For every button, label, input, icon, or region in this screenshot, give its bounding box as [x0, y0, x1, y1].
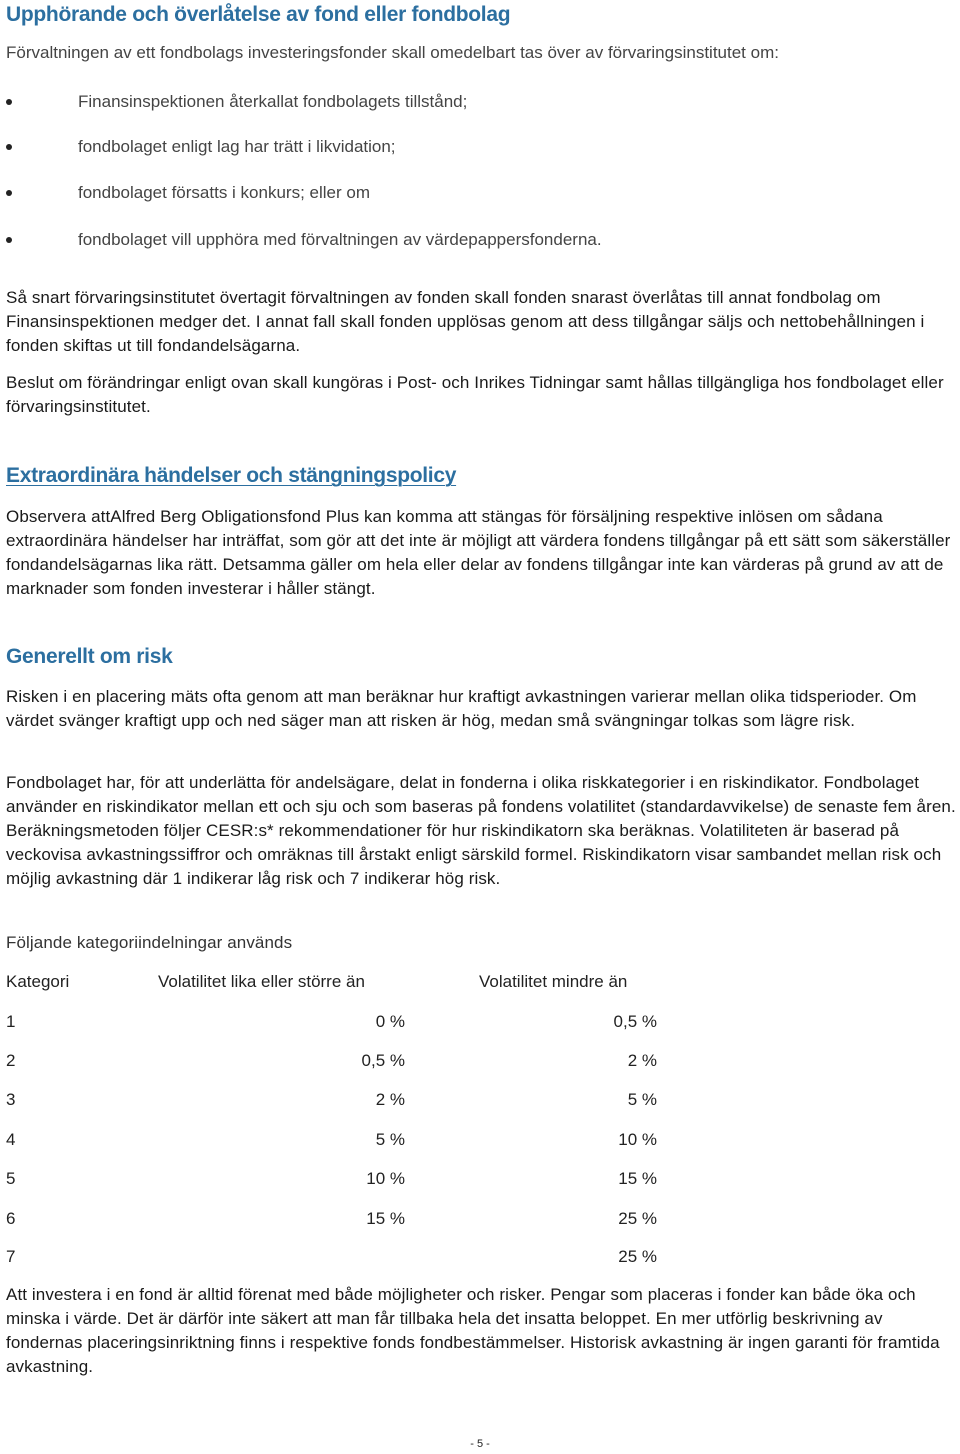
table-cell: 10 %: [618, 1130, 657, 1149]
bullet-icon: [6, 99, 12, 105]
bullet-icon: [6, 237, 12, 243]
table-cell: 2 %: [627, 1051, 657, 1070]
page-number: - 5 -: [470, 1438, 490, 1450]
bullet-text: Finansinspektionen återkallat fondbolagets tillstånd;: [78, 92, 468, 111]
bullet-text: fondbolaget vill upphöra med förvaltningen av värdepappersfonderna.: [78, 230, 602, 249]
table-row: [6, 1010, 706, 1034]
section3-paragraph: Fondbolaget har, för att underlätta för andelsägare, delat in fonderna i olika riskkategorier i en riskindikator. Fondbolaget använder en riskindikator mellan ett och sju och som baseras på fondens volatilitet (standardavvikelse) de senaste fem åren. Beräkningsmetoden följer CESR:s* rekommendationer för hur riskindikatorn ska beräknas. Volatiliteten är baserad på veckovisa avkastningssiffror och omräknas till årstakt enligt särskild formel. Riskindikatorn visar sambandet mellan risk och möjlig avkastning där 1 indikerar låg risk och 7 indikerar hög risk.: [6, 773, 956, 888]
table-row: [6, 1167, 706, 1191]
table-cell: 5: [6, 1169, 16, 1188]
table-cell: 2: [6, 1051, 16, 1070]
table-cell: 0,5 %: [613, 1012, 657, 1031]
table-cell: 3: [6, 1090, 16, 1109]
table-header-cell: Kategori: [6, 972, 70, 991]
bullet-icon: [6, 144, 12, 150]
section3-paragraph: Risken i en placering mäts ofta genom att man beräknar hur kraftigt avkastningen varierar mellan olika tidsperioder. Om värdet svänger kraftigt upp och ned säger man att risken är hög, medan små svängningar tolkas som lägre risk.: [6, 687, 917, 730]
table-cell: 15 %: [366, 1209, 405, 1228]
table-cell: 25 %: [618, 1209, 657, 1228]
bullet-item: [6, 135, 906, 159]
table-header-row: [6, 970, 706, 994]
section-heading-risk: Generellt om risk: [6, 645, 173, 668]
table-header-cell: Volatilitet mindre än: [479, 972, 628, 991]
table-cell: 10 %: [366, 1169, 405, 1188]
table-cell: 2 %: [375, 1090, 405, 1109]
bullet-item: [6, 90, 906, 114]
section1-intro: Förvaltningen av ett fondbolags investeringsfonder skall omedelbart tas över av förvaringsinstitutet om:: [6, 43, 779, 62]
section-heading-extraordinary-events: Extraordinära händelser och stängningspolicy: [6, 464, 457, 487]
table-row: [6, 1207, 706, 1231]
table-cell: 6: [6, 1209, 16, 1228]
table-cell: 4: [6, 1130, 16, 1149]
bullet-icon: [6, 190, 12, 196]
table-header-cell: Volatilitet lika eller större än: [158, 972, 365, 991]
table-row: [6, 1128, 706, 1152]
table-cell: 5 %: [627, 1090, 657, 1109]
table-intro: Följande kategoriindelningar används: [6, 933, 293, 952]
bullet-item: [6, 228, 906, 252]
bullet-text: fondbolaget enligt lag har trätt i likvidation;: [78, 137, 396, 156]
table-row: [6, 1245, 706, 1269]
table-row: [6, 1088, 706, 1112]
table-cell: 15 %: [618, 1169, 657, 1188]
table-cell: 0,5 %: [361, 1051, 405, 1070]
section1-paragraph: Så snart förvaringsinstitutet övertagit förvaltningen av fonden skall fonden snarast överlåtas till annat fondbolag om Finansinspektionen medger det. I annat fall skall fonden upplösas genom att dess tillgångar säljs och nettobehållningen i fonden skiftas ut till fondandelsägarna.: [6, 288, 925, 355]
table-cell: 7: [6, 1247, 16, 1266]
section2-paragraph: Observera attAlfred Berg Obligationsfond Plus kan komma att stängas för försäljning respektive inlösen om sådana extraordinära händelser har inträffat, som gör att det inte är möjligt att värdera fondens tillgångar på ett sätt som säkerställer fondandelsägarnas lika rätt. Detsamma gäller om hela eller delar av fondens tillgångar inte kan värderas på grund av att de marknader som fonden investerar i håller stängt.: [6, 507, 951, 598]
table-cell: 0 %: [375, 1012, 405, 1031]
table-cell: 1: [6, 1012, 16, 1031]
table-cell: 25 %: [618, 1247, 657, 1266]
table-cell: 5 %: [375, 1130, 405, 1149]
section-heading-termination: Upphörande och överlåtelse av fond eller fondbolag: [6, 3, 511, 26]
section3-paragraph: Att investera i en fond är alltid förenat med både möjligheter och risker. Pengar som placeras i fonder kan både öka och minska i värde. Det är därför inte säkert att man får tillbaka hela det insatta beloppet. En mer utförlig beskrivning av fondernas placeringsinriktning finns i respektive fonds fondbestämmelser. Historisk avkastning är ingen garanti för framtida avkastning.: [6, 1285, 940, 1376]
section1-paragraph: Beslut om förändringar enligt ovan skall kungöras i Post- och Inrikes Tidningar samt hållas tillgängliga hos fondbolaget eller förvaringsinstitutet.: [6, 373, 944, 416]
bullet-item: [6, 181, 906, 205]
bullet-text: fondbolaget försatts i konkurs; eller om: [78, 183, 370, 202]
table-row: [6, 1049, 706, 1073]
